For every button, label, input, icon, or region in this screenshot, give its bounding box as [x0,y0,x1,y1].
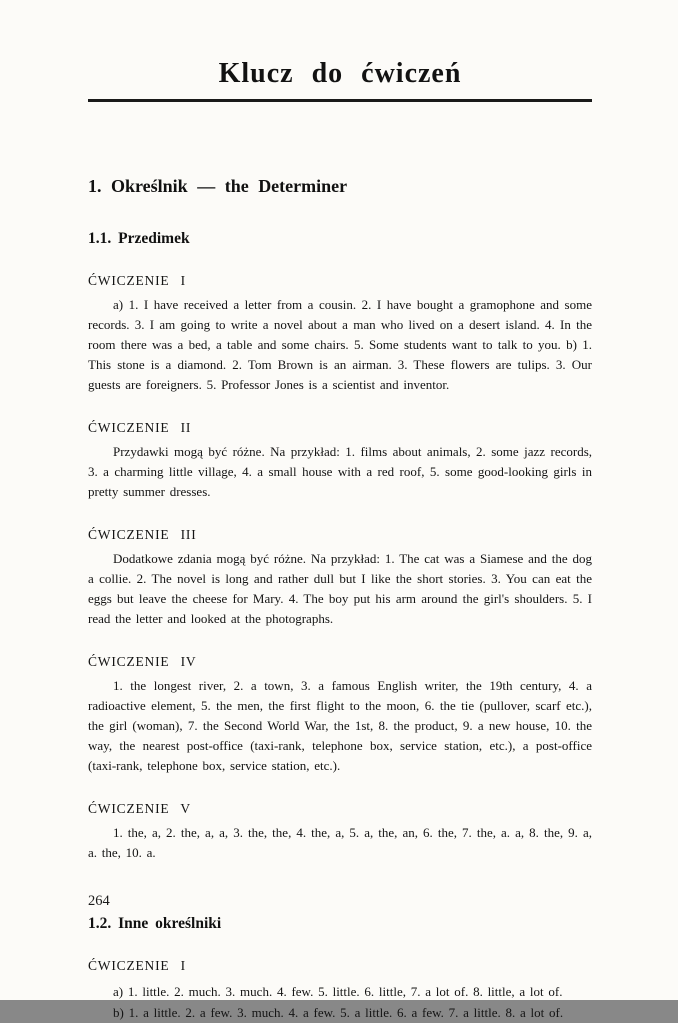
exercise-label-3: ĆWICZENIE III [88,527,197,542]
page-number: 264 [88,893,110,909]
exercise-label-5: ĆWICZENIE V [88,801,191,816]
page-content [88,0,592,1023]
exercise-text-3: Dodatkowe zdania mogą być różne. Na przykład: 1. The cat was a Siamese and the dog a collie. 2. The novel is long and rather dull but I like the short stories. 3. You can eat the eggs but leave the cheese for Mary. 4. The boy put his arm around the girl's shoulders. 5. I read the letter and looked at the photographs. [88,551,592,626]
title-divider-rule [88,99,592,102]
exercise-text-5: 1. the, a, 2. the, a, a, 3. the, the, 4. the, a, 5. a, the, an, 6. the, 7. the, a. a, 8. the, 9. a, a. the, 10. a. [88,825,592,860]
exercise-line-a: a) 1. little. 2. much. 3. much. 4. few. 5. little. 6. little, 7. a lot of. 8. little, a lot of. [113,984,563,999]
exercise-label-4: ĆWICZENIE IV [88,654,197,669]
chapter-heading: 1. Określnik — the Determiner [88,176,348,196]
subsection-1-2 [88,915,592,1023]
exercise-line-b: b) 1. a little. 2. a few. 3. much. 4. a few. 5. a little. 6. a few. 7. a little. 8. a lot of. [113,1005,564,1020]
exercise-text-6 [88,981,592,1023]
page-title: Klucz do ćwiczeń [218,58,462,89]
exercise-text-4: 1. the longest river, 2. a town, 3. a famous English writer, the 19th century, 4. a radioactive element, 5. the men, the first flight to the moon, 6. the tie (pullover, scarf etc.), the girl (woman), 7. the Second World War, the 1st, 8. the product, 9. a new house, 10. the way, the nearest post-office (taxi-rank, telephone box, service station, etc.), a post-office (taxi-rank, telephone box, service station, etc.). [88,678,592,773]
exercise-label-2: ĆWICZENIE II [88,420,192,435]
exercise-label-6: ĆWICZENIE I [88,958,186,973]
exercise-label-1: ĆWICZENIE I [88,273,186,288]
section-heading-1-2: 1.2. Inne określniki [88,915,222,932]
exercise-text-1: a) 1. I have received a letter from a cousin. 2. I have bought a gramophone and some records. 3. I am going to write a novel about a man who lived on a desert island. 4. In the room there was a bed, a table and some chairs. 5. Some students want to talk to you. b) 1. This stone is a diamond. 2. Tom Brown is an airman. 3. These flowers are tulips. 3. Our guests are foreigners. 5. Professor Jones is a scientist and inventor. [88,297,592,392]
subsection-1-1 [88,230,592,863]
section-heading-1-1: 1.1. Przedimek [88,230,190,247]
exercise-text-2: Przydawki mogą być różne. Na przykład: 1. films about animals, 2. some jazz records, 3. a charming little village, 4. a small house with a red roof, 5. some good-looking girls in pretty summer dresses. [88,444,592,499]
